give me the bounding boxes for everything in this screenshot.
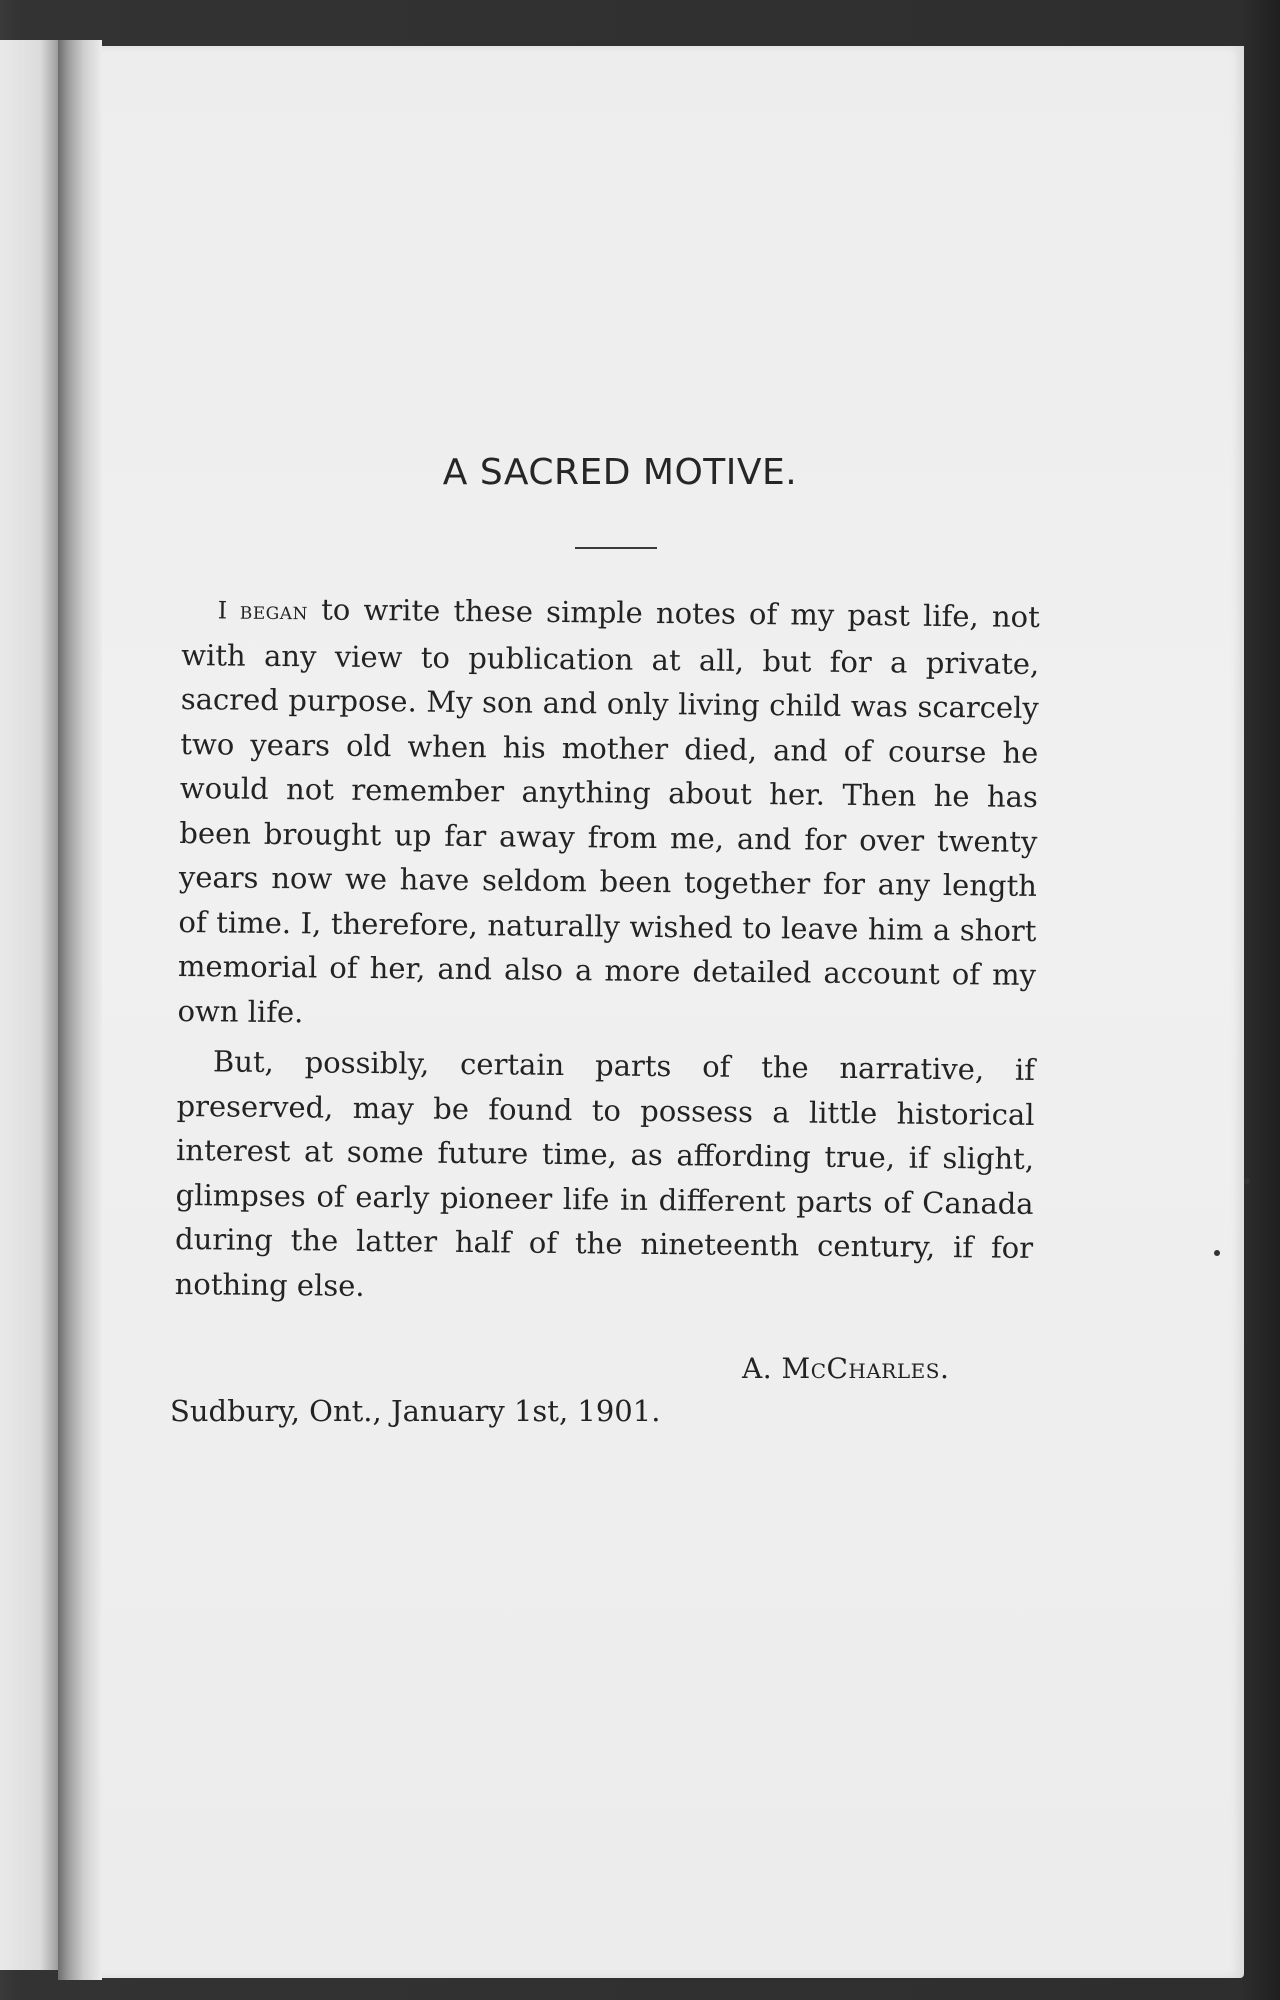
dateline: Sudbury, Ont., January 1st, 1901. [170, 1394, 661, 1428]
scan-speck [1214, 1250, 1220, 1256]
body-text [174, 586, 1040, 1321]
scan-speck [1244, 1178, 1250, 1184]
page-title: A SACRED MOTIVE. [442, 452, 798, 493]
page-gutter-shadow [58, 40, 102, 1980]
title-divider-rule [575, 547, 657, 549]
facing-page-edge [0, 40, 62, 1970]
author-signature: A. McCharles. [742, 1352, 950, 1385]
paragraph-1-lead-words: I began [217, 596, 309, 626]
paragraph-1-text: to write these simple notes of my past life, not with any view to publication at all, but for a private, sacred purpose. My son and only living child was scarcely two years old when his mother died, and of course he would not remember anything about her. Then he has been brought up far away from me, and for over twenty years now we have seldom been together for any length of time. I, therefore, naturally wished to leave him a short memorial of her, and also a more detailed account of my own life. [177, 592, 1040, 1029]
paragraph-2: But, possibly, certain parts of the narrative, if preserved, may be found to possess a little historical interest at some future time, as affording true, if slight, glimpses of early pioneer life in different parts of Canada during the latter half of the nineteenth century, if for nothing else. [174, 1044, 1036, 1303]
paragraph-1 [177, 586, 1040, 1042]
